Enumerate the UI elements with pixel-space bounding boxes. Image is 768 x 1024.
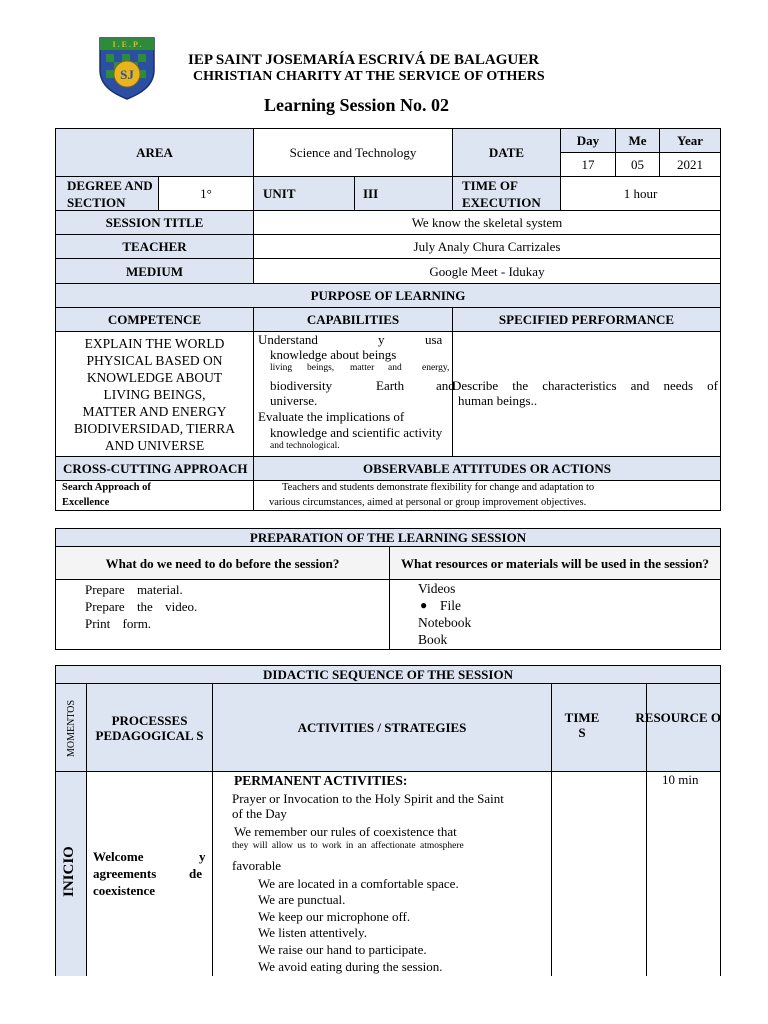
resource-label: RESOURCE O [635, 710, 721, 725]
competence-line: EXPLAIN THE WORLD [84, 336, 225, 351]
rule-item: We raise our hand to participate. [258, 942, 427, 957]
cap-line: matter [350, 363, 375, 373]
cap-line: knowledge about beings [270, 347, 397, 362]
cross-cutting-heading: CROSS-CUTTING APPROACH [55, 456, 254, 481]
month-value: 05 [615, 152, 660, 177]
before-session-cell [55, 579, 390, 650]
session-title-value: We know the skeletal system [253, 210, 721, 235]
process-cell [86, 771, 213, 976]
competence-line: PHYSICAL BASED ON [86, 353, 223, 368]
cap-line: Earth [376, 378, 405, 393]
times-label: TIME S [564, 710, 600, 740]
rule-item: We are punctual. [258, 892, 346, 907]
performance-line: human beings.. [458, 393, 538, 408]
attitude-cell [253, 480, 721, 511]
rule-item: We avoid eating during the session. [258, 959, 443, 974]
process-line: y [199, 849, 206, 864]
process-line: de [189, 866, 202, 881]
time-cell [551, 771, 647, 976]
section-label-line: SECTION [67, 195, 126, 210]
date-label: DATE [452, 128, 561, 177]
process-line: agreements [93, 866, 157, 881]
medium-label: MEDIUM [55, 258, 254, 284]
observable-heading: OBSERVABLE ATTITUDES OR ACTIONS [253, 456, 721, 481]
resource-item: Notebook [418, 615, 472, 630]
day-label: Day [560, 128, 616, 153]
resources-cell [389, 579, 721, 650]
competence-cell [55, 331, 254, 457]
cap-line: and technological. [270, 441, 340, 451]
cap-line: and [436, 378, 455, 393]
resource-item: File [440, 598, 462, 613]
school-name: IEP SAINT JOSEMARÍA ESCRIVÁ DE BALAGUER [188, 52, 540, 68]
moments-label: MOMENTOS [66, 699, 77, 757]
unit-value: III [354, 176, 453, 211]
permanent-activities-title: PERMANENT ACTIVITIES: [234, 773, 408, 788]
competence-line: MATTER AND ENERGY [82, 404, 227, 419]
year-value: 2021 [659, 152, 721, 177]
year-label: Year [659, 128, 721, 153]
cap-line: usa [425, 332, 443, 347]
approach-line: Search Approach of [62, 482, 151, 493]
cap-line: Understand [258, 332, 318, 347]
degree-label [55, 176, 159, 211]
process-line: coexistence [93, 883, 156, 898]
rule-item: We keep our microphone off. [258, 909, 411, 924]
cap-line: beings, [307, 363, 335, 373]
capabilities-heading: CAPABILITIES [253, 307, 453, 332]
competence-heading: COMPETENCE [55, 307, 254, 332]
inicio-label: INICIO [61, 846, 77, 898]
before-session-heading: What do we need to do before the session? [55, 546, 390, 580]
bullet-icon: ● [420, 598, 428, 612]
before-item: Print form. [85, 616, 152, 631]
svg-text:I . E . P .: I . E . P . [112, 40, 142, 49]
teacher-value: July Analy Chura Carrizales [253, 234, 721, 259]
area-label: AREA [55, 128, 254, 177]
before-item: Prepare the video. [85, 599, 198, 614]
resource-item: Book [418, 632, 448, 647]
before-item: Prepare material. [85, 582, 183, 597]
approach-cell [55, 480, 254, 511]
resource-item: Videos [418, 581, 456, 596]
preparation-heading: PREPARATION OF THE LEARNING SESSION [55, 528, 721, 547]
area-value: Science and Technology [253, 128, 453, 177]
approach-line: Excellence [62, 497, 110, 508]
cap-line: knowledge and scientific activity [270, 425, 443, 440]
moments-heading [55, 683, 87, 772]
cap-line: Evaluate the implications of [258, 409, 405, 424]
resource-heading [635, 683, 721, 772]
school-motto: CHRISTIAN CHARITY AT THE SERVICE OF OTHERS [193, 69, 545, 84]
cap-line: y [378, 332, 385, 347]
time-value: 10 min [662, 772, 699, 787]
rule-item: We listen attentively. [258, 925, 367, 940]
time-label [452, 176, 561, 211]
competence-line: KNOWLEDGE ABOUT [86, 370, 223, 385]
competence-line: BIODIVERSIDAD, TIERRA [74, 421, 235, 436]
activities-cell [212, 771, 552, 976]
session-title-label: SESSION TITLE [55, 210, 254, 235]
cap-line: biodiversity [270, 378, 333, 393]
svg-text:SJ: SJ [120, 67, 134, 82]
school-logo [98, 36, 156, 100]
degree-label-line: DEGREE AND [67, 178, 153, 193]
didactic-heading: DIDACTIC SEQUENCE OF THE SESSION [55, 665, 721, 684]
activity-line: favorable [232, 858, 282, 873]
day-value: 17 [560, 152, 616, 177]
activity-line: Prayer or Invocation to the Holy Spirit and the Saint [232, 791, 504, 806]
attitude-line: Teachers and students demonstrate flexibility for change and adaptation to [282, 482, 595, 493]
session-title-heading: Learning Session No. 02 [264, 95, 450, 115]
attitude-line: various circumstances, aimed at personal or group improvement objectives. [269, 497, 587, 508]
purpose-heading: PURPOSE OF LEARNING [55, 283, 721, 308]
rule-item: We are located in a comfortable space. [258, 876, 459, 891]
competence-line: LIVING BEINGS, [103, 387, 206, 402]
activity-line: of the Day [232, 806, 287, 821]
unit-label: UNIT [253, 176, 355, 211]
cap-line: living [270, 363, 293, 373]
time-value: 1 hour [560, 176, 721, 211]
execution-label-line: EXECUTION [462, 195, 541, 210]
cap-line: and [388, 363, 402, 373]
performance-heading: SPECIFIED PERFORMANCE [452, 307, 721, 332]
time-label-line: TIME OF [462, 178, 518, 193]
cap-line: universe. [270, 393, 318, 408]
teacher-label: TEACHER [55, 234, 254, 259]
resources-heading: What resources or materials will be used in the session? [389, 546, 721, 580]
resource-time-cell [646, 771, 721, 976]
cap-line: energy, [422, 363, 450, 373]
activities-heading: ACTIVITIES / STRATEGIES [212, 683, 552, 772]
times-heading [551, 683, 647, 772]
inicio-cell [55, 771, 87, 976]
activity-line: We remember our rules of coexistence that [234, 824, 457, 839]
competence-text [56, 335, 253, 454]
process-line: Welcome [93, 849, 144, 864]
performance-line: Describe the characteristics and needs of [452, 378, 718, 393]
activity-line: they will allow us to work in an affectionate atmosphere [232, 841, 464, 851]
month-label: Me [615, 128, 660, 153]
competence-line: AND UNIVERSE [104, 438, 205, 453]
degree-value: 1° [158, 176, 254, 211]
medium-value: Google Meet - Idukay [253, 258, 721, 284]
processes-heading: PROCESSES PEDAGOGICAL S [86, 683, 213, 772]
